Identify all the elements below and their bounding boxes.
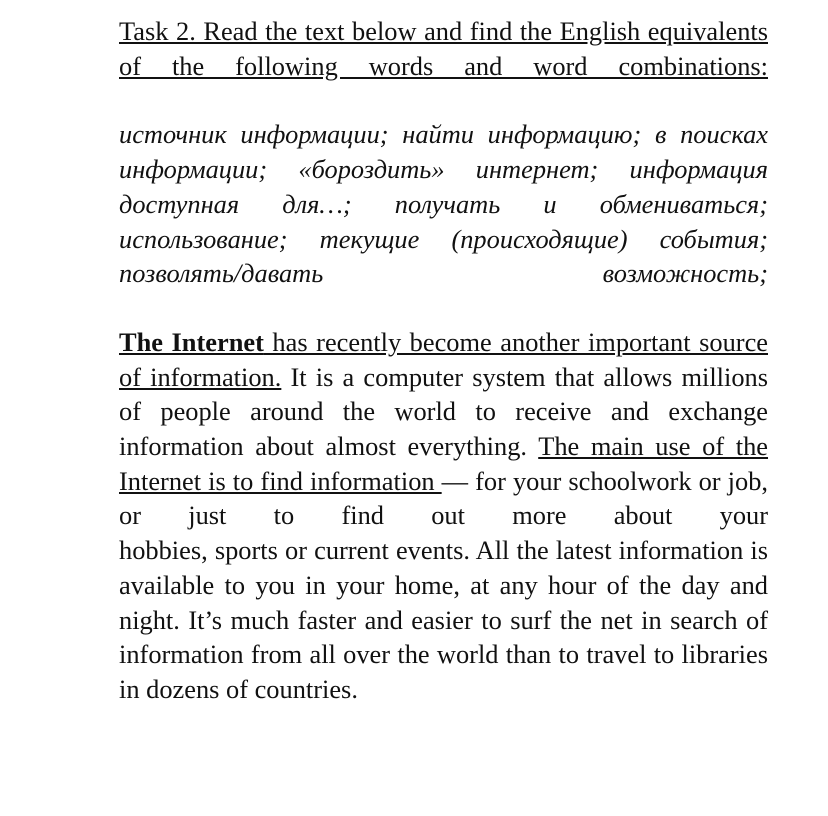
reading-text-paragraph-1 [119, 325, 768, 533]
paragraph-2-text: hobbies, sports or current events. All the latest information is available to you in your home, at any hour of the day and night. It’s much faster and easier to surf the net in search of information from all over the world than to travel to libraries in dozens of countries. [119, 535, 768, 704]
vocabulary-list [119, 117, 768, 291]
task-heading [119, 14, 768, 83]
underlined-phrase-main-use: The main use of the Internet is to find information [119, 431, 769, 496]
paragraph-text: It is a computer system that allows millions of people around the world to receive and exchange information about almost everything. [119, 361, 768, 462]
document-page [119, 14, 768, 707]
term-internet: The Internet [119, 326, 264, 357]
task-heading-text: Task 2. Read the text below and find the English equivalents of the following words and word combinations: [119, 16, 768, 81]
vocabulary-list-text: источник информации; найти информацию; в поисках информации; «бороздить» интернет; информация доступная для…; получать и обмениваться; использование; текущие (происходящие) события; позволять/давать возможность; [119, 119, 768, 289]
underlined-phrase-source-of-information: has recently become another important source of information. [119, 326, 768, 392]
paragraph-text-continued: — for your schoolwork or job, or just to find out more about your [119, 465, 768, 531]
reading-text-paragraph-2 [119, 533, 768, 707]
